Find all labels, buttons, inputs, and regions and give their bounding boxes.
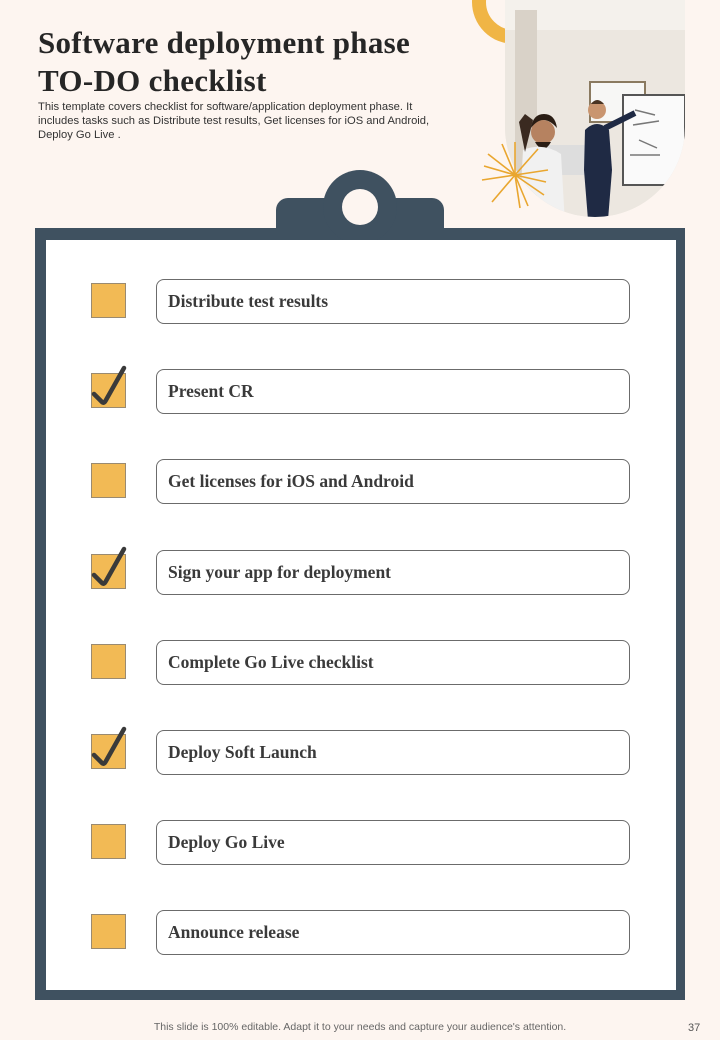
title-line-1: Software deployment phase <box>38 25 411 60</box>
checkmark-icon <box>90 364 130 412</box>
footer-note: This slide is 100% editable. Adapt it to your needs and capture your audience's attention. <box>153 1021 567 1033</box>
task-label: Deploy Soft Launch <box>156 730 630 775</box>
checklist-item <box>0 369 720 415</box>
clipboard-paper <box>46 240 676 990</box>
page-number: 37 <box>688 1022 701 1034</box>
task-label: Distribute test results <box>156 279 630 324</box>
checkbox-unchecked[interactable] <box>91 914 126 949</box>
checkmark-icon <box>90 725 130 773</box>
checklist-item <box>0 640 720 686</box>
task-label: Complete Go Live checklist <box>156 640 630 685</box>
checkbox-unchecked[interactable] <box>91 824 126 859</box>
task-label: Sign your app for deployment <box>156 550 630 595</box>
checklist-item <box>0 910 720 956</box>
checklist-item <box>0 279 720 325</box>
title-line-2: TO-DO checklist <box>38 63 267 98</box>
task-label: Present CR <box>156 369 630 414</box>
checklist-item <box>0 550 720 596</box>
checkbox-checked[interactable] <box>91 373 126 408</box>
checkbox-unchecked[interactable] <box>91 283 126 318</box>
checkbox-unchecked[interactable] <box>91 463 126 498</box>
checklist-item <box>0 459 720 505</box>
sunburst-decoration <box>480 140 550 210</box>
description: This template covers checklist for software/application deployment phase. It includes tasks such as Distribute test results, Get licenses for iOS and Android, Deploy Go Live . <box>38 101 430 141</box>
checklist-item <box>0 730 720 776</box>
checkmark-icon <box>90 545 130 593</box>
task-label: Get licenses for iOS and Android <box>156 459 630 504</box>
checkbox-checked[interactable] <box>91 554 126 589</box>
page-title <box>38 24 458 100</box>
checkbox-checked[interactable] <box>91 734 126 769</box>
checklist-item <box>0 820 720 866</box>
task-label: Deploy Go Live <box>156 820 630 865</box>
task-label: Announce release <box>156 910 630 955</box>
clipboard-clip-hole <box>342 189 378 225</box>
checkbox-unchecked[interactable] <box>91 644 126 679</box>
